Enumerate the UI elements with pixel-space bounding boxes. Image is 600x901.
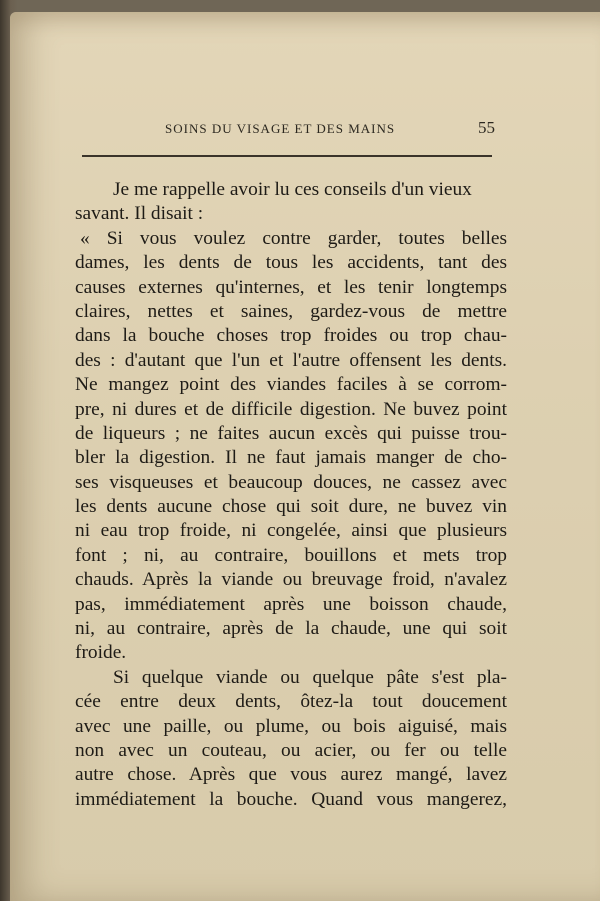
text-line: Je me rappelle avoir lu ces conseils d'un vieux: [113, 179, 472, 200]
text-line: ni, au contraire, après de la chaude, une qui soit: [75, 618, 507, 640]
text-line: dames, les dents de tous les accidents, tant des: [75, 252, 507, 274]
text-line: savant. Il disait :: [75, 203, 204, 225]
text-line: bler la digestion. Il ne faut jamais manger de cho-: [75, 447, 507, 469]
running-head: [165, 118, 495, 141]
running-head-title: SOINS DU VISAGE ET DES MAINS: [165, 121, 396, 136]
page-number: 55: [478, 118, 495, 137]
text-line: dans la bouche choses trop froides ou trop chau-: [75, 325, 507, 347]
text-line: chauds. Après la viande ou breuvage froid, n'avalez: [75, 569, 507, 591]
text-line: Ne mangez point des viandes faciles à se corrom-: [75, 374, 507, 396]
text-line: ni eau trop froide, ni congelée, ainsi que plusieurs: [75, 520, 507, 542]
text-line: ses visqueuses et beaucoup douces, ne cassez avec: [75, 471, 507, 493]
text-line: des : d'autant que l'un et l'autre offensent les dents.: [75, 349, 507, 371]
text-line: claires, nettes et saines, gardez-vous de mettre: [75, 300, 507, 322]
text-line: avec une paille, ou plume, ou bois aiguisé, mais: [75, 715, 507, 737]
text-line: les dents aucune chose qui soit dure, ne buvez vin: [75, 496, 507, 518]
text-line: non avec un couteau, ou acier, ou fer ou telle: [75, 739, 507, 761]
text-line: « Si vous voulez contre garder, toutes belles: [80, 227, 507, 249]
text-line: immédiatement la bouche. Quand vous mangerez,: [75, 788, 507, 810]
text-line: causes externes qu'internes, et les tenir longtemps: [75, 276, 507, 298]
text-line: font ; ni, au contraire, bouillons et mets trop: [75, 544, 507, 566]
text-line: froide.: [75, 642, 127, 664]
text-line: pre, ni dures et de difficile digestion. Ne buvez point: [75, 398, 507, 420]
text-line: pas, immédiatement après une boisson chaude,: [75, 593, 507, 615]
text-line: de liqueurs ; ne faites aucun excès qui puisse trou-: [75, 422, 507, 444]
body-text: [75, 178, 507, 812]
text-line: autre chose. Après que vous aurez mangé, lavez: [75, 764, 507, 786]
text-line: cée entre deux dents, ôtez-la tout doucement: [75, 691, 507, 713]
header-rule: [82, 155, 492, 157]
text-line: Si quelque viande ou quelque pâte s'est pla-: [113, 666, 507, 688]
